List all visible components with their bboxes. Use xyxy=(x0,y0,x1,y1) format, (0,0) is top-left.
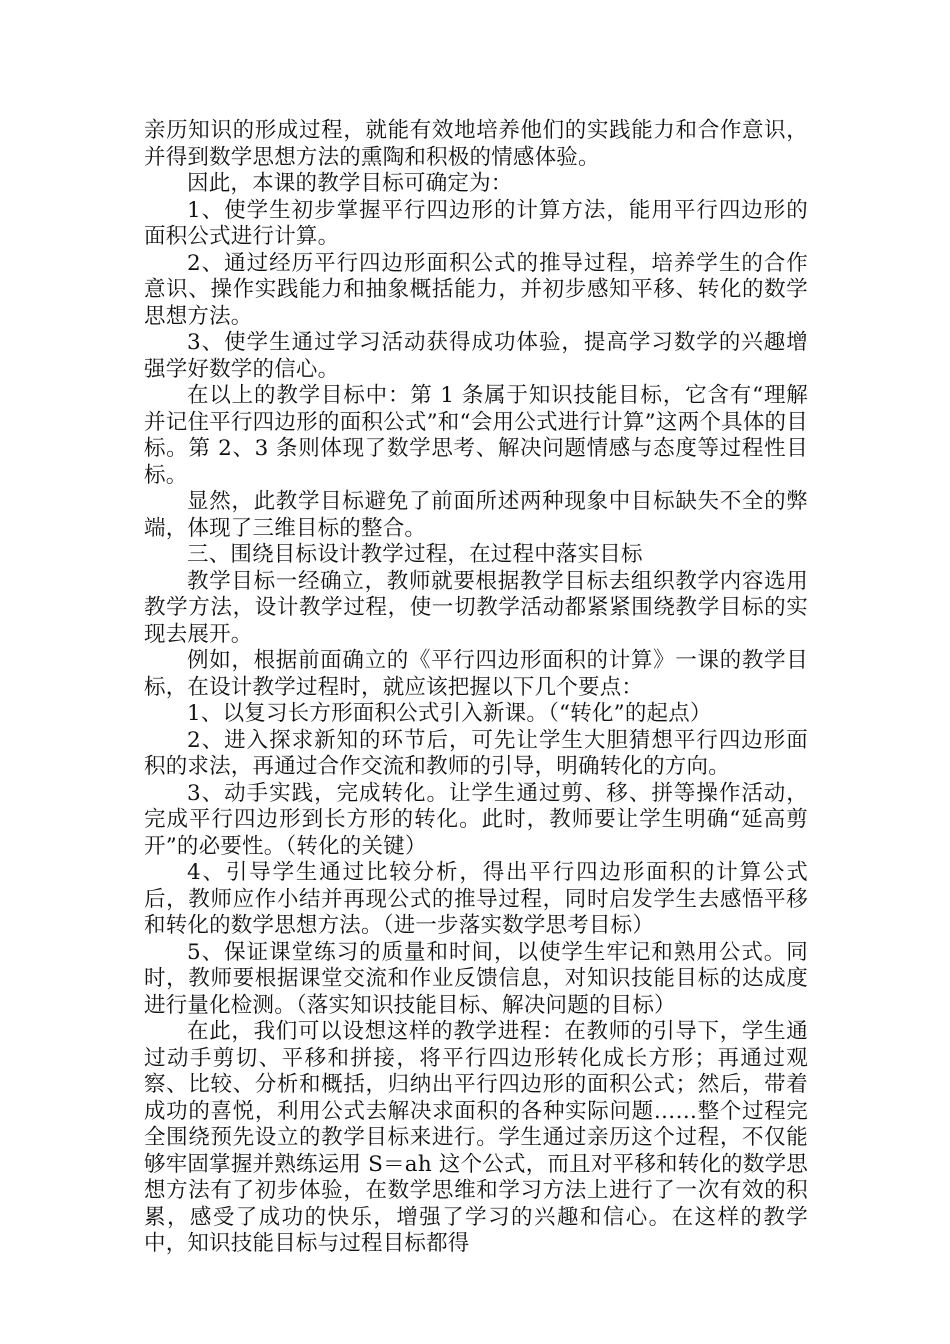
paragraph-goal-analysis: 在以上的教学目标中：第 1 条属于知识技能目标，它含有“理解并记住平行四边形的面积公式”和“会用公式进行计算”这两个具体的目标。第 2、3 条则体现了数学思考、解决问题情感与态度等过程性目标。 xyxy=(144,383,808,488)
paragraph-continuation: 亲历知识的形成过程，就能有效地培养他们的实践能力和合作意识，并得到数学思想方法的熏陶和积极的情感体验。 xyxy=(144,118,808,170)
paragraph-goal-1: 1、使学生初步掌握平行四边形的计算方法，能用平行四边形的面积公式进行计算。 xyxy=(144,197,808,249)
paragraph-point-1: 1、以复习长方形面积公式引入新课。（“转化”的起点） xyxy=(187,701,712,726)
section-heading-3: 三、围绕目标设计教学过程，在过程中落实目标 xyxy=(187,542,643,567)
paragraph-point-3: 3、动手实践，完成转化。让学生通过剪、移、拼等操作活动，完成平行四边形到长方形的转化。此时，教师要让学生明确“延高剪开”的必要性。（转化的关键） xyxy=(144,780,808,859)
paragraph-point-5: 5、保证课堂练习的质量和时间，以使学生牢记和熟用公式。同时，教师要根据课堂交流和作业反馈信息，对知识技能目标的达成度进行量化检测。（落实知识技能目标、解决问题的目标） xyxy=(144,939,808,1018)
paragraph-process-design: 教学目标一经确立，教师就要根据教学目标去组织教学内容选用教学方法，设计教学过程，使一切教学活动都紧紧围绕教学目标的实现去展开。 xyxy=(144,568,808,647)
paragraph-teaching-progress: 在此，我们可以设想这样的教学进程：在教师的引导下，学生通过动手剪切、平移和拼接，将平行四边形转化成长方形；再通过观察、比较、分析和概括，归纳出平行四边形的面积公式；然后，带着成功的喜悦，利用公式去解决求面积的各种实际问题……整个过程完全围绕预先设立的教学目标来进行。学生通过亲历这个过程，不仅能够牢固掌握并熟练运用 S＝ah 这个公式，而且对平移和转化的数学思想方法有了初步体验，在数学思维和学习方法上进行了一次有效的积累，感受了成功的快乐，增强了学习的兴趣和信心。在这样的教学中，知识技能目标与过程目标都得 xyxy=(144,1019,808,1256)
paragraph-goal-3: 3、使学生通过学习活动获得成功体验，提高学习数学的兴趣增强学好数学的信心。 xyxy=(144,330,808,382)
paragraph-point-4: 4、引导学生通过比较分析，得出平行四边形面积的计算公式后，教师应作小结并再现公式的推导过程，同时启发学生去感悟平移和转化的数学思想方法。（进一步落实数学思考目标） xyxy=(144,860,808,938)
document-body xyxy=(144,118,808,1258)
paragraph-goal-integration: 显然，此教学目标避免了前面所述两种现象中目标缺失不全的弊端，体现了三维目标的整合。 xyxy=(144,489,808,541)
paragraph-example: 例如，根据前面确立的《平行四边形面积的计算》一课的教学目标，在设计教学过程时，就应该把握以下几个要点： xyxy=(144,648,808,700)
paragraph-point-2: 2、进入探求新知的环节后，可先让学生大胆猜想平行四边形面积的求法，再通过合作交流和教师的引导，明确转化的方向。 xyxy=(144,727,808,779)
paragraph-intro-goals: 因此，本课的教学目标可确定为： xyxy=(187,171,513,196)
paragraph-goal-2: 2、通过经历平行四边形面积公式的推导过程，培养学生的合作意识、操作实践能力和抽象概括能力，并初步感知平移、转化的数学思想方法。 xyxy=(144,250,808,329)
